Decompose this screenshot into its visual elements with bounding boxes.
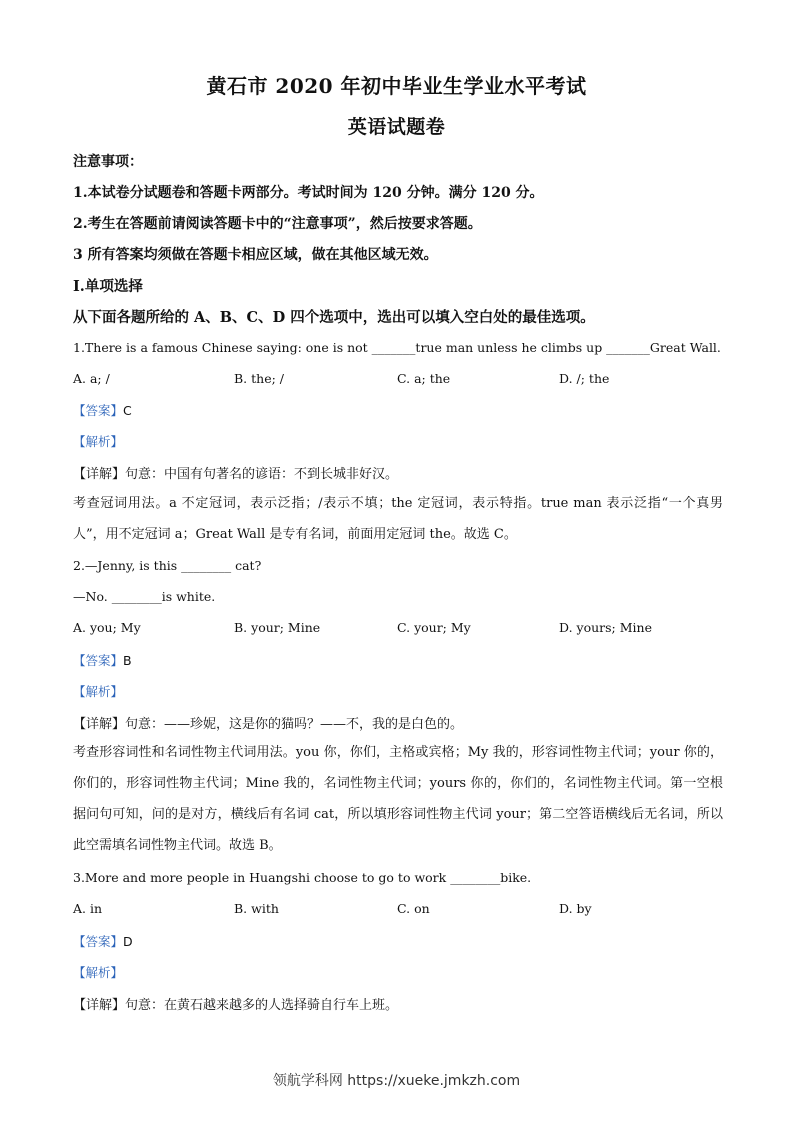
answer-value: C (123, 403, 132, 418)
question-1-options (73, 371, 723, 389)
answer-value: B (123, 653, 132, 668)
analysis-label: 【解析】 (73, 434, 124, 449)
question-1-detail (73, 463, 723, 482)
detail-label: 【详解】 (73, 467, 126, 482)
detail-text: 句意：——珍妮，这是你的猫吗？——不，我的是白色的。 (125, 717, 464, 732)
question-1-stem: 1.There is a famous Chinese saying: one is not _______true man unless he climbs up _______Great Wall. (73, 340, 721, 355)
question-3-answer (73, 932, 723, 950)
question-2-stem-line-2: —No. ________is white. (73, 589, 216, 604)
option-d: D. yours; Mine (559, 620, 652, 635)
question-2-stem: 2.—Jenny, is this ________ cat? (73, 558, 262, 573)
question-2-explanation: 考查形容词性和名词性物主代词用法。you 你，你们，主格或宾格；My 我的，形容词性物主代词；your 你的，你们的，形容词性物主代词；Mine 我的，名词性物主代词；yours 你的，你们的，名词性物主代词。第一空根据问句可知，问的是对方，横线后有名词 cat，所以填形容词性物主代词 your；第二空答语横线后无名词，所以此空需填名词性物主代词。故选 B。 (73, 745, 723, 853)
option-b: B. your; Mine (234, 620, 321, 635)
detail-label: 【详解】 (73, 717, 126, 732)
question-2-detail (73, 713, 723, 732)
page-title: 黄石市 2020 年初中毕业生学业水平考试 (206, 74, 587, 98)
analysis-label: 【解析】 (73, 965, 124, 980)
option-a: A. in (73, 901, 103, 916)
question-2-answer (73, 651, 723, 669)
option-c: C. a; the (397, 371, 451, 386)
detail-text: 句意：中国有句著名的谚语：不到长城非好汉。 (125, 467, 399, 482)
option-c: C. on (397, 901, 430, 916)
page-subtitle: 英语试题卷 (347, 116, 446, 138)
question-2-options (73, 620, 723, 638)
answer-label: 【答案】 (73, 403, 124, 418)
question-1-explanation: 考查冠词用法。a 不定冠词，表示泛指；/表示不填；the 定冠词，表示特指。true man 表示泛指“一个真男人”，用不定冠词 a；Great Wall 是专有名词，前面用定冠词 the。故选 C。 (73, 496, 723, 542)
answer-value: D (123, 934, 133, 949)
question-2-analysis (73, 682, 723, 700)
option-d: D. by (559, 901, 592, 916)
option-b: B. with (234, 901, 279, 916)
answer-label: 【答案】 (73, 934, 124, 949)
analysis-label: 【解析】 (73, 684, 124, 699)
notes-heading: 注意事项： (73, 154, 143, 170)
section-instruction: 从下面各题所给的 A、B、C、D 四个选项中，选出可以填入空白处的最佳选项。 (73, 309, 595, 326)
question-3-detail (73, 994, 723, 1013)
option-b: B. the; / (234, 371, 284, 386)
option-d: D. /; the (559, 371, 610, 386)
question-1-answer (73, 401, 723, 419)
option-a: A. you; My (73, 620, 141, 635)
option-a: A. a; / (73, 371, 110, 386)
question-3-stem: 3.More and more people in Huangshi choose to go to work ________bike. (73, 870, 532, 885)
detail-label: 【详解】 (73, 998, 126, 1013)
notes-item-2: 2.考生在答题前请阅读答题卡中的“注意事项”，然后按要求答题。 (73, 216, 482, 232)
notes-item-1: 1.本试卷分试题卷和答题卡两部分。考试时间为 120 分钟。满分 120 分。 (73, 185, 544, 201)
footer-watermark: 领航学科网 https://xueke.jmkzh.com (272, 1073, 521, 1089)
section-title: I.单项选择 (73, 278, 143, 295)
question-1-analysis (73, 432, 723, 450)
option-c: C. your; My (397, 620, 471, 635)
answer-label: 【答案】 (73, 653, 124, 668)
notes-item-3: 3 所有答案均须做在答题卡相应区域，做在其他区域无效。 (73, 247, 438, 263)
question-3-options (73, 901, 723, 919)
detail-text: 句意：在黄石越来越多的人选择骑自行车上班。 (125, 998, 399, 1013)
question-3-analysis (73, 963, 723, 981)
